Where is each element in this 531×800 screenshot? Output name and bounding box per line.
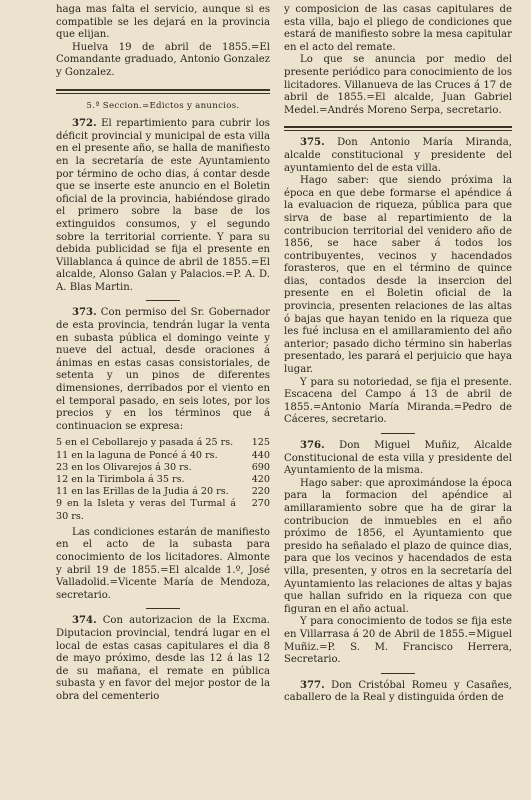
edict-372: [56, 118, 270, 294]
intro-signature: Huelva 19 de abril de 1855.=El Comandante graduado, Antonio Gonzalez y Gonzalez.: [56, 41, 270, 78]
edict-376-head-text: Don Miguel Muñiz, Alcalde Constitucional de esta villa y presidente del Ayuntamiento de la misma.: [284, 440, 512, 477]
section-heading: 5.ª Seccion.=Edictos y anuncios.: [86, 100, 240, 111]
lot-price: 270: [251, 498, 270, 510]
intro-paragraph: haga mas falta el servicio, aunque si es compatible se les dejará en la provincia que elijan.: [56, 4, 270, 41]
edict-separator: [146, 608, 180, 609]
edict-376-heading: [284, 440, 512, 478]
lot-row: [56, 498, 270, 522]
section-rule: [56, 89, 270, 94]
edict-375-head-text: Don Antonio María Miranda, alcalde constitucional y presidente del ayuntamiento del de esta villa.: [284, 137, 512, 174]
left-column: [56, 4, 270, 704]
edict-374-text: Con autorizacion de la Excma. Diputacion provincial, tendrá lugar en el local de estas casas capitulares el dia 8 de mayo próximo, desde las 12 á las 12 de su mañana, el remate en pública subasta y en favor del mejor postor de la obra del cementerio: [56, 615, 271, 702]
edict-373-number: 373.: [72, 307, 97, 319]
edict-separator: [381, 433, 415, 434]
edict-375-heading: [284, 137, 512, 175]
edict-375-closing: Y para su notoriedad, se fija el presente. Escacena del Campo á 13 de abril de 1855.=Antonio María Miranda.=Pedro de Cáceres, secretario.: [284, 376, 512, 426]
edict-375-number: 375.: [300, 137, 325, 149]
edict-376-body: Hago saber: que aproximándose la época para la formacion del apéndice al amillaramiento sobre que ha de girar la contribucion de inmuebles en el año próximo de 1856, el Ayuntamiento que presido ha señalado el plazo de quince dias, para que los vecinos y hacendados de esta villa, presenten, y otros en la secretaría del Ayuntamiento las relaciones de altas y bajas que hallan sufrido en la riqueza con que figuran en el año actual.: [284, 477, 512, 615]
edict-373-text: Con permiso del Sr. Gobernador de esta provincia, tendrán lugar la venta en subasta pública el domingo veinte y nueve del actual, desde oraciones á ánimas en estas casas consistoriales, de setenta y un pinos de diferentes dimensiones, derribados por el viento en el temporal pasado, en seis lotes, por los precios y en los términos que á continuacion se expresa:: [56, 307, 270, 432]
edict-372-number: 372.: [72, 118, 97, 130]
lot-text: 11 en la laguna de Poncé á 40 rs.: [56, 449, 218, 461]
edict-377-number: 377.: [300, 679, 325, 691]
lot-text: 9 en la Isleta y veras del Turmal á 30 rs.: [56, 498, 236, 522]
lot-price: 125: [251, 437, 270, 449]
lot-text: 5 en el Cebollarejo y pasada á 25 rs.: [56, 437, 234, 449]
edict-377: [284, 680, 512, 705]
lot-row: [56, 437, 270, 449]
lot-row: [56, 474, 270, 486]
lot-row: [56, 450, 270, 462]
edict-separator: [146, 300, 180, 301]
edict-376-closing: Y para conocimiento de todos se fija este en Villarrasa á 20 de Abril de 1855.=Miguel Muñiz.=P. S. M. Francisco Herrera, Secretario.: [284, 616, 512, 666]
edict-374-continuation: y composicion de las casas capitulares de esta villa, bajo el pliego de condiciones que estará de manifiesto sobre la mesa capitular en el acto del remate.: [284, 4, 512, 53]
lot-row: [56, 462, 270, 474]
lots-list: [56, 437, 270, 522]
lot-text: 11 en las Erillas de la Judia á 20 rs.: [56, 486, 229, 498]
edict-375-body: Hago saber: que siendo próxima la época en que debe formarse el apéndice á la evaluacion de riqueza, pública para que sirva de base al repartimiento de la contribucion territorial del venidero año de 1856, se hace saber á todos los contribuyentes, vecinos y hacendados forasteros, que en el término de quince dias, contados desde la insercion del presente en el Boletin oficial de la provincia, presenten relaciones de las altas ó bajas que hayan tenido en la riqueza que les fué inclusa en el amillaramiento del año anterior; pasado dicho término sin haberlas presentado, les parará el perjuicio que haya lugar.: [284, 175, 512, 376]
edict-374: [56, 615, 270, 703]
edict-373: [56, 307, 270, 433]
lot-price: 220: [251, 486, 270, 498]
edict-376-number: 376.: [300, 440, 325, 451]
edict-374-signature: Lo que se anuncia por medio del presente periódico para conocimiento de los licitadores. Villanueva de las Cruces á 17 de abril de 1855.=El alcalde, Juan Gabriel Medel.=Andrés Moreno Serpa, secretario.: [284, 54, 512, 116]
lot-text: 12 en la Tirimbola á 35 rs.: [56, 474, 185, 486]
lot-price: 440: [251, 449, 270, 461]
lot-row: [56, 486, 270, 498]
lot-price: 420: [251, 474, 270, 486]
edict-374-number: 374.: [72, 615, 97, 627]
right-column: [284, 4, 512, 705]
edict-separator: [381, 673, 415, 674]
edict-377-text: Don Cristóbal Romeu y Casañes, caballero de la Real y distinguida órden de: [284, 679, 512, 704]
edict-372-text: El repartimiento para cubrir los déficit provincial y municipal de esta villa en el presente año, se halla de manifiesto en la secretaría de este Ayuntamiento por término de ocho dias, á contar desde que se inserte este anuncio en el Boletin oficial de la provincia, habiéndose girado el primero sobre la base de los extinguidos consumos, y el segundo sobre la territorial corriente. Y para su debida publicidad se fija el presente en Villablanca á quince de abril de 1855.=El alcalde, Alonso Galan y Palacios.=P. A. D. A. Blas Martin.: [56, 118, 270, 293]
lot-text: 23 en los Olivarejos á 30 rs.: [56, 461, 192, 473]
section-rule: [284, 126, 512, 131]
lot-price: 690: [251, 461, 270, 473]
edict-373-closing: Las condiciones estarán de manifiesto en el acto de la subasta para conocimiento de los licitadores. Almonte y abril 19 de 1855.=El alcalde 1.º, José Valladolid.=Vicente María de Mendoza, secretario.: [56, 526, 270, 601]
